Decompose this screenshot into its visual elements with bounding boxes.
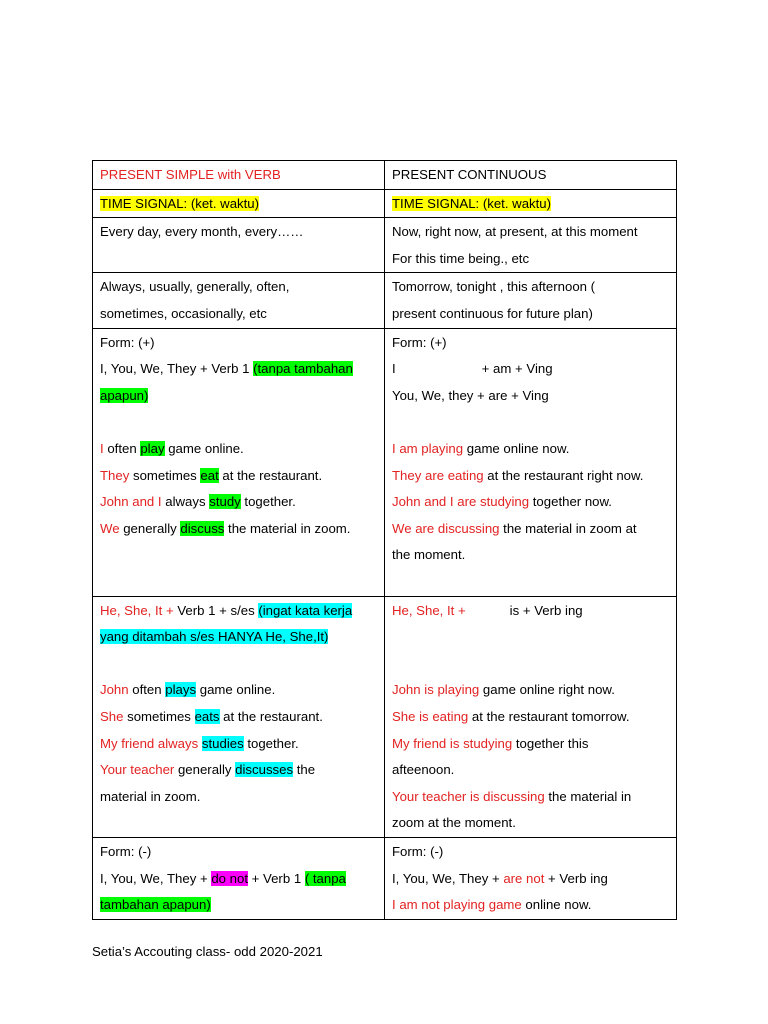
example-sentence: John and I always study together.	[100, 494, 296, 510]
example-sentence: Your teacher generally discusses the	[100, 762, 316, 778]
do-not-highlight: do not	[211, 870, 248, 886]
time-being-text: For this time being., etc	[392, 250, 530, 266]
formula-note-highlight: (tanpa tambahan	[253, 361, 353, 377]
time-expressions-row-2	[93, 273, 677, 328]
example-sentence: I am not playing game online now.	[392, 897, 592, 913]
form-negative-right	[385, 837, 677, 919]
time-signal-right	[385, 189, 677, 218]
tenses-table	[92, 160, 677, 920]
time-expressions-left-1	[93, 218, 385, 273]
header-right-text: PRESENT CONTINUOUS	[392, 167, 547, 182]
example-sentence: We generally discuss the material in zoom.	[100, 520, 351, 536]
form-third-person-right	[385, 596, 677, 837]
tomorrow-text-1: Tomorrow, tonight , this afternoon (	[392, 279, 596, 295]
form-negative-row	[93, 837, 677, 919]
time-expressions-right-1	[385, 218, 677, 273]
time-signal-left	[93, 189, 385, 218]
header-present-simple	[93, 161, 385, 190]
example-sentence: My friend is studying together this	[392, 735, 589, 751]
header-row	[93, 161, 677, 190]
formula-note-highlight-2: apapun)	[100, 387, 149, 403]
form-positive-right	[385, 328, 677, 596]
example-sentence: I often play game online.	[100, 440, 244, 456]
always-text-1: Always, usually, generally, often,	[100, 279, 290, 295]
form-positive-row	[93, 328, 677, 596]
form-third-person-left	[93, 596, 385, 837]
form-third-person-row	[93, 596, 677, 837]
form-negative-label-right: Form: (-)	[392, 843, 444, 859]
example-sentence: John is playing game online right now.	[392, 682, 615, 698]
example-sentence: They are eating at the restaurant right now.	[392, 467, 644, 483]
page-footer: Setia’s Accouting class- odd 2020-2021	[92, 944, 323, 959]
example-sentence: She sometimes eats at the restaurant.	[100, 708, 323, 724]
example-sentence: They sometimes eat at the restaurant.	[100, 467, 323, 483]
third-person-formula: He, She, It + Verb 1 + s/es (ingat kata kerja	[100, 602, 353, 618]
now-text: Now, right now, at present, at this moment	[392, 224, 638, 240]
example-sentence: John often plays game online.	[100, 682, 276, 698]
form-positive-formula-right: I + am + Ving	[392, 361, 553, 377]
example-sentence: She is eating at the restaurant tomorrow.	[392, 708, 630, 724]
form-negative-left	[93, 837, 385, 919]
tomorrow-text-2: present continuous for future plan)	[392, 305, 593, 321]
third-person-note-highlight-2: yang ditambah s/es HANYA He, She,It)	[100, 629, 329, 645]
time-expressions-row-1	[93, 218, 677, 273]
time-expressions-left-2	[93, 273, 385, 328]
time-signal-right-text: TIME SIGNAL: (ket. waktu)	[392, 195, 552, 211]
third-person-note-highlight: (ingat kata kerja	[258, 602, 353, 618]
example-sentence: John and I are studying together now.	[392, 494, 612, 510]
example-sentence-cont: zoom at the moment.	[392, 815, 516, 831]
example-sentence-cont: afteenoon.	[392, 762, 455, 778]
form-negative-formula-right: I, You, We, They + are not + Verb ing	[392, 870, 608, 886]
example-sentence-cont: material in zoom.	[100, 788, 201, 804]
form-positive-label-right: Form: (+)	[392, 334, 447, 350]
third-person-formula-right: He, She, It + is + Verb ing	[392, 602, 583, 618]
time-signal-row	[93, 189, 677, 218]
form-positive-label: Form: (+)	[100, 334, 155, 350]
example-sentence: Your teacher is discussing the material in	[392, 788, 632, 804]
time-signal-left-text: TIME SIGNAL: (ket. waktu)	[100, 195, 260, 211]
example-sentence: I am playing game online now.	[392, 440, 570, 456]
example-sentence-cont: the moment.	[392, 547, 466, 563]
form-negative-formula: I, You, We, They + do not + Verb 1 ( tanpa	[100, 870, 346, 886]
example-sentence: We are discussing the material in zoom at	[392, 520, 637, 536]
negative-note-highlight: ( tanpa	[304, 870, 346, 886]
negative-note-highlight-2: tambahan apapun)	[100, 897, 211, 913]
form-positive-left	[93, 328, 385, 596]
header-present-continuous	[385, 161, 677, 190]
form-positive-formula: I, You, We, They + Verb 1 (tanpa tambahan	[100, 361, 353, 377]
form-positive-formula-right-2: You, We, they + are + Ving	[392, 387, 549, 403]
always-text-2: sometimes, occasionally, etc	[100, 305, 267, 321]
every-day-text: Every day, every month, every……	[100, 224, 304, 240]
form-negative-label: Form: (-)	[100, 843, 152, 859]
header-left-text: PRESENT SIMPLE with VERB	[100, 167, 281, 182]
example-sentence: My friend always studies together.	[100, 735, 299, 751]
time-expressions-right-2	[385, 273, 677, 328]
